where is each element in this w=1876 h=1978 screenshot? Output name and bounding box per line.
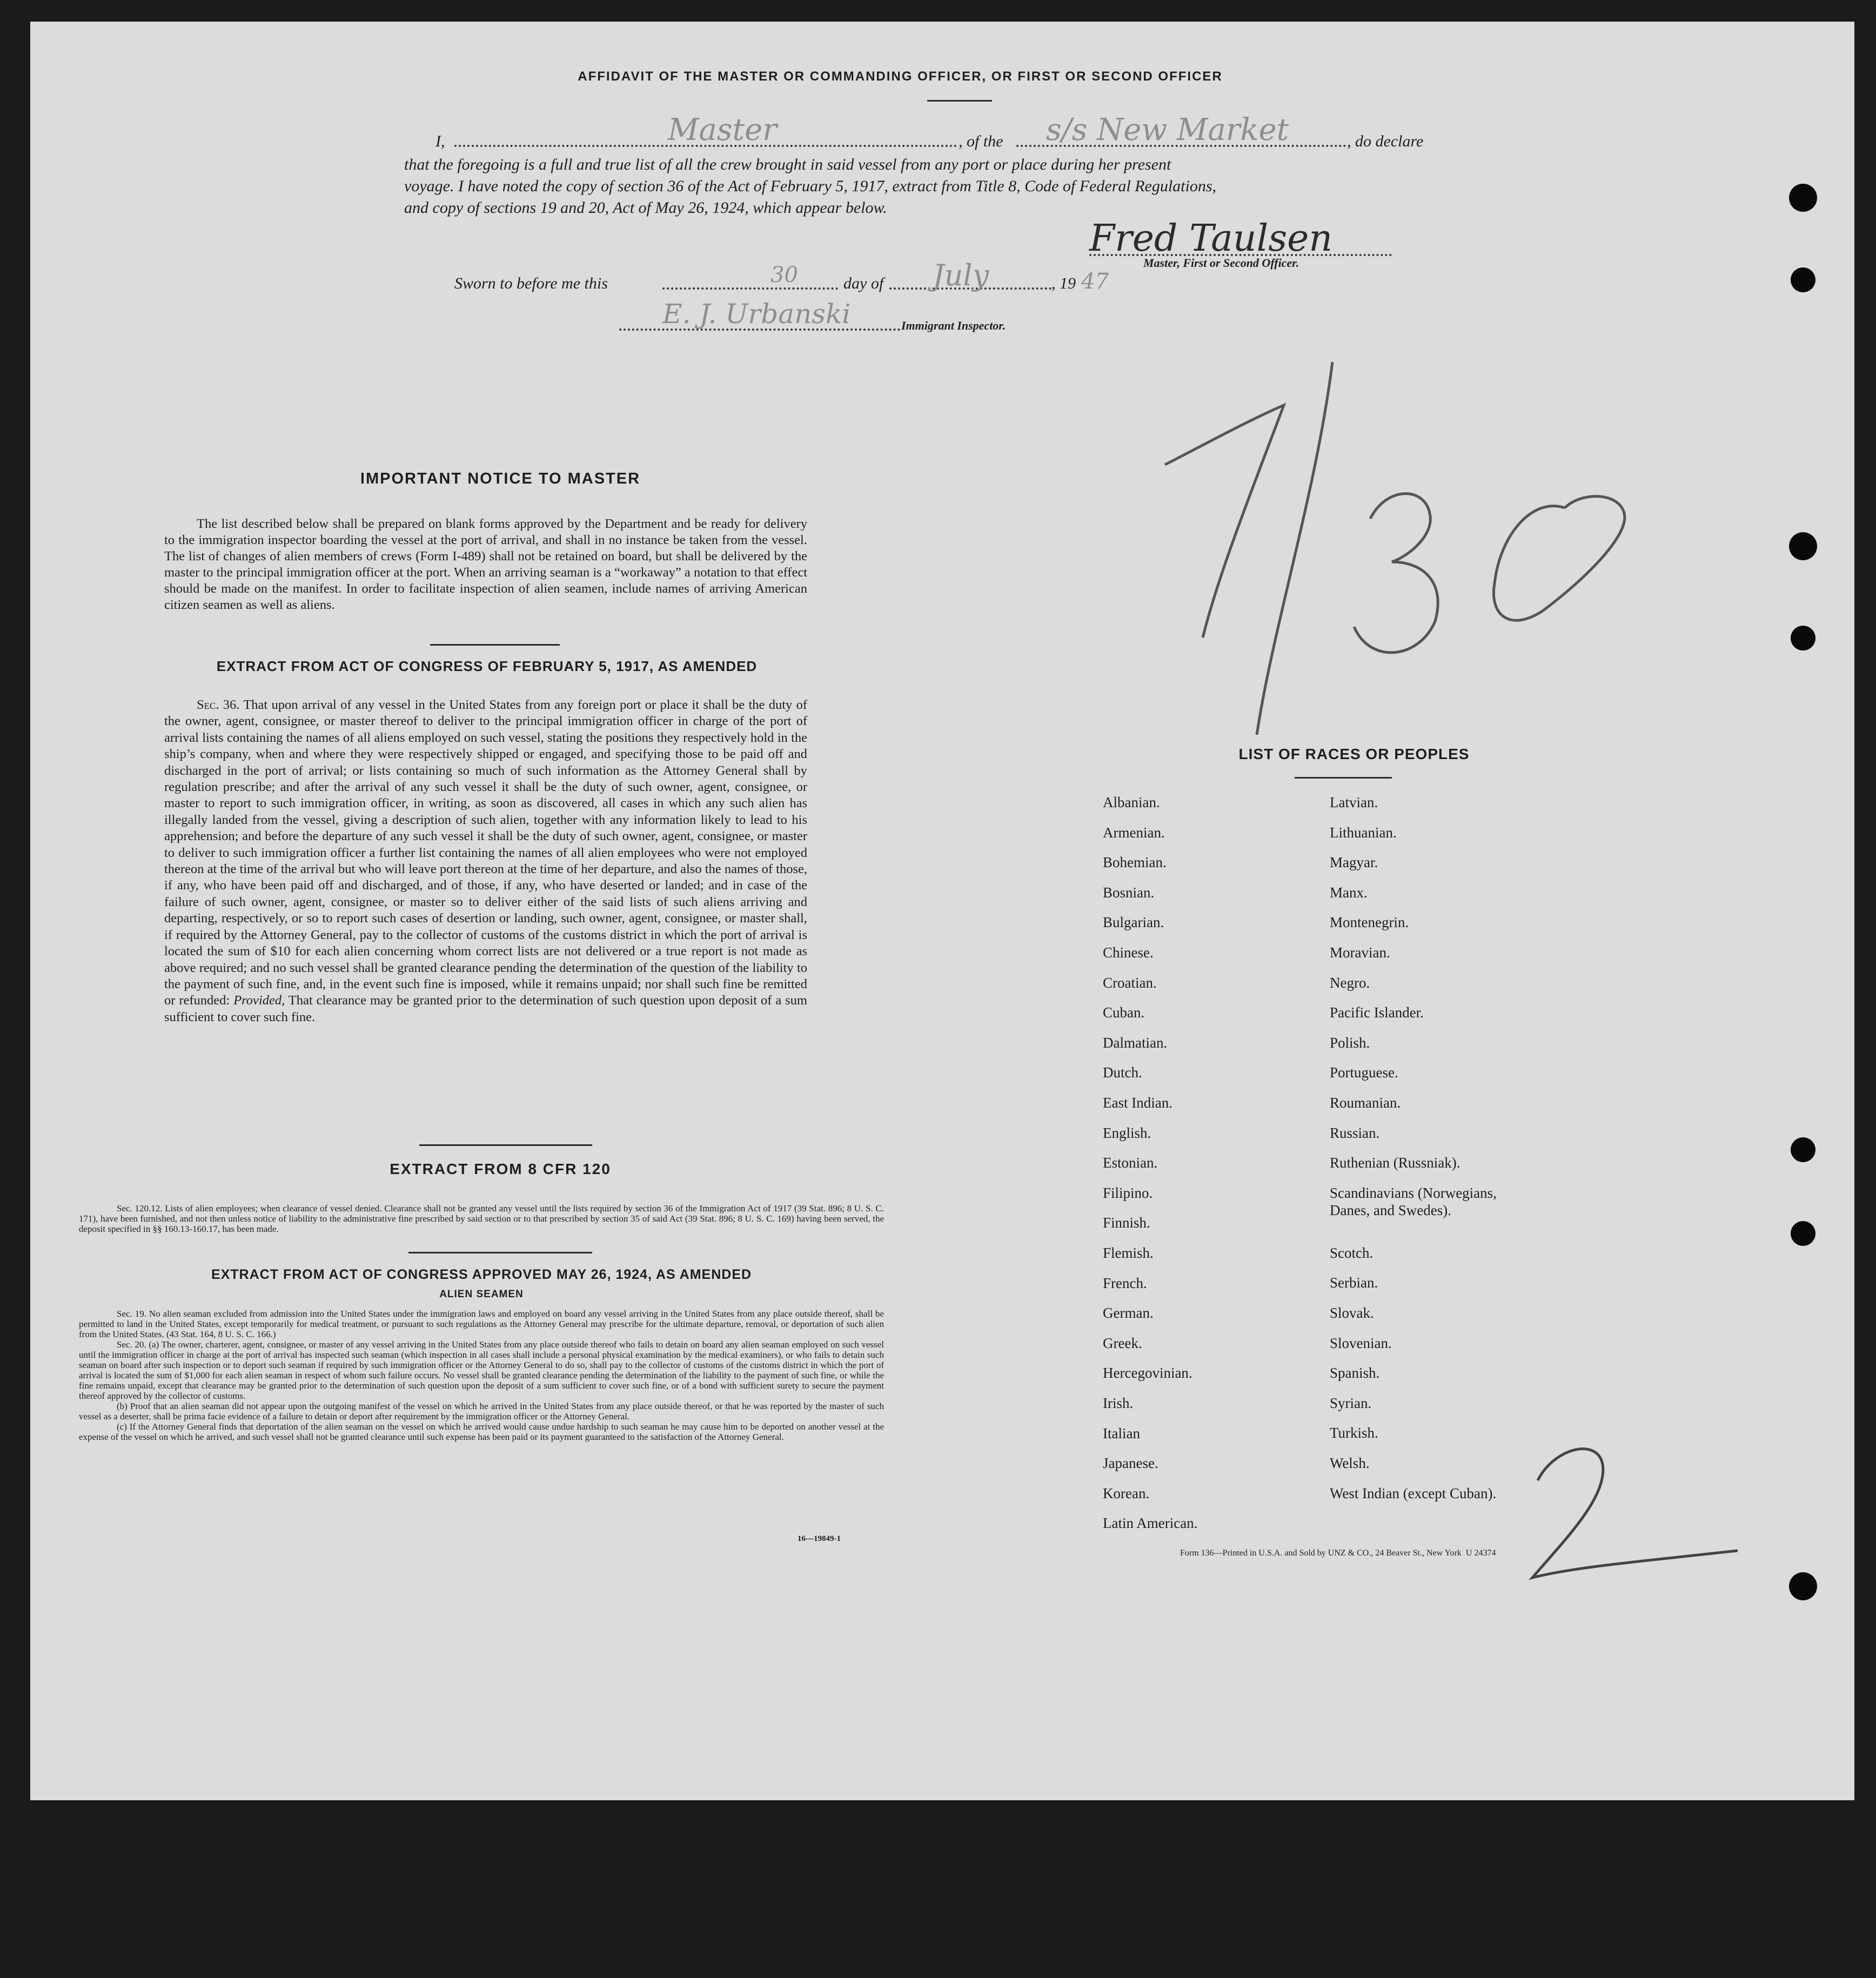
race-item: Latin American. — [1103, 1515, 1198, 1532]
race-item: Lithuanian. — [1330, 824, 1397, 841]
race-item: Moravian. — [1330, 944, 1390, 961]
do-declare-label: , do declare — [1347, 132, 1424, 150]
sec-19-text: No alien seaman excluded from admission into the United States under the immigration laws and employed on board any vessel arriving in the United States from any place outside thereof, shall be permitted to land in the United States, except temporarily for medical treatment, or pursuant to such regulations as the Attorney General may prescribe for the ultimate departure, removal, or deportation of such alien from the United States. (43 Stat. 164, 8 U. S. C. 166.) — [79, 1309, 884, 1339]
race-item: Cuban. — [1103, 1004, 1145, 1021]
day-fill-line — [662, 287, 838, 290]
numeral-2-stroke — [1532, 1449, 1738, 1578]
form-code: U 24374 — [1465, 1548, 1496, 1558]
sec-36-label: Sec. 36. — [197, 698, 240, 712]
numeral-7-stroke — [1165, 405, 1284, 638]
races-title-rule — [1295, 777, 1392, 779]
extract-1924-body — [79, 1309, 884, 1442]
race-item: French. — [1103, 1275, 1147, 1291]
form-line — [1180, 1548, 1496, 1558]
inspector-line — [619, 328, 900, 331]
cfr-body — [79, 1203, 884, 1234]
notice-rule — [430, 644, 560, 646]
sec-19-label: Sec. 19. — [117, 1309, 146, 1319]
master-signature: Fred Taulsen — [1089, 217, 1333, 260]
race-item: Manx. — [1330, 884, 1368, 901]
race-item: Dutch. — [1103, 1064, 1142, 1081]
cfr-title: EXTRACT FROM 8 CFR 120 — [390, 1161, 611, 1177]
handwritten-date — [1154, 357, 1694, 735]
race-item: Hercegovinian. — [1103, 1365, 1192, 1382]
document-page — [30, 22, 1854, 1800]
provided-word: Provided, — [233, 993, 285, 1008]
race-item: Croatian. — [1103, 974, 1157, 991]
affidavit-title-rule — [927, 100, 992, 102]
form-line-text: Form 136—Printed in U.S.A. and Sold by UNZ & CO., 24 Beaver St., New York — [1180, 1548, 1462, 1558]
race-item: Portuguese. — [1330, 1064, 1398, 1081]
binder-hole — [1789, 532, 1817, 560]
slash-stroke — [1257, 362, 1332, 735]
race-item: Bohemian. — [1103, 854, 1167, 871]
race-item: Roumanian. — [1330, 1095, 1401, 1111]
race-item: Turkish. — [1330, 1425, 1378, 1441]
race-item: Syrian. — [1330, 1394, 1372, 1411]
race-item: Irish. — [1103, 1395, 1134, 1411]
day-of-label: day of — [843, 274, 884, 292]
sec-20b-paragraph: (b) Proof that an alien seaman did not appear upon the outgoing manifest of the vessel on which he arrived in the United States from any place outside thereof, or that he was reported by the master of such vessel as a deserter, shall be prima facie evidence of a failure to detain or deport after requirement by the immigration officer or the Attorney General. — [79, 1401, 884, 1422]
race-item: Dalmatian. — [1103, 1034, 1168, 1051]
handwritten-date-strokes — [1154, 357, 1694, 735]
master-caption: Master, First or Second Officer. — [1143, 256, 1299, 270]
race-item: Latvian. — [1330, 794, 1378, 810]
vessel-handwriting: s/s New Market — [1046, 112, 1289, 147]
binder-hole — [1791, 1137, 1815, 1162]
sec-20a-paragraph — [79, 1339, 884, 1401]
inspector-signature: E. J. Urbanski — [662, 298, 851, 330]
race-item: Pacific Islander. — [1330, 1004, 1424, 1021]
inspector-caption: Immigrant Inspector. — [901, 319, 1006, 332]
race-item: Korean. — [1103, 1485, 1150, 1501]
declaration-line-4: and copy of sections 19 and 20, Act of May 26, 1924, which appear below. — [404, 199, 887, 217]
cfr-sec-label: Sec. 120.12. — [117, 1203, 163, 1213]
race-item: German. — [1103, 1305, 1154, 1322]
race-item: Slovenian. — [1330, 1335, 1392, 1351]
binder-hole — [1791, 267, 1815, 292]
race-item: Bulgarian. — [1103, 914, 1164, 931]
sec-36-end: That clearance may be granted prior to the determination of such question upon deposit of a sum sufficient to cover such fine. — [164, 993, 807, 1024]
month-handwriting: July — [933, 258, 989, 292]
race-item: Flemish. — [1103, 1245, 1154, 1261]
race-item: East Indian. — [1103, 1095, 1172, 1111]
race-item: Albanian. — [1103, 794, 1160, 810]
numeral-0-stroke — [1493, 497, 1624, 621]
sec-36-text: That upon arrival of any vessel in the United States from any foreign port or place it shall be the duty of the owner, agent, consignee, or master thereof to deliver to the principal immigration officer in charge of the port of arrival lists containing the names of all aliens employed on such vessel, stating the positions they respectively hold in the ship’s company, when and where they were respectively shipped or engaged, and specifying those to be paid off and discharged in the port of arrival; or lists containing so much of such information as the Attorney General shall by regulation prescribe; and after the arrival of any such vessel it shall be the duty of such owner, agent, consignee, or master to report to such immigration officer, in writing, as soon as discovered, all cases in which any such alien has illegally landed from the vessel, giving a description of such alien, together with any information likely to lead to his apprehension; and before the departure of any such vessel it shall be the duty of such owner, agent, consignee, or master to deliver to such immigration officer a further list containing the names of all alien employees who were not employed thereon at the time of the arrival but who will leave port thereon at the time of her departure, and also the names of those, if any, who have been paid off and discharged, and of those, if any, who have deserted or landed; and in case of the failure of such owner, agent, consignee, or master so to deliver either of the said lists of such aliens arriving and departing, respectively, or so to report such cases of desertion or landing, such owner, agent, consignee, or master shall, if required by the Attorney General, pay to the collector of customs of the customs district in which the port of arrival is located the sum of $10 for each alien concerning whom correct lists are not delivered or a true report is not made as above required; and no such vessel shall be granted clearance pending the determination of the question of the liability to the payment of such fine, and, in the event such fine is imposed, while it remains unpaid; nor shall such fine be remitted or refunded: — [164, 698, 808, 1008]
of-the-label: , of the — [959, 132, 1003, 150]
extract-1917-rule — [419, 1144, 592, 1146]
print-code: 16—19849-1 — [798, 1534, 841, 1543]
race-item: Armenian. — [1103, 824, 1165, 841]
cfr-rule — [408, 1252, 592, 1253]
race-item: Serbian. — [1330, 1275, 1378, 1291]
page-number-strokes — [1522, 1437, 1748, 1599]
race-item: Filipino. — [1103, 1184, 1153, 1201]
race-item: Scotch. — [1330, 1244, 1374, 1261]
race-item: English. — [1103, 1124, 1151, 1141]
race-item: Slovak. — [1330, 1305, 1374, 1321]
year-handwriting: 47 — [1081, 269, 1109, 294]
sworn-label: Sworn to before me this — [454, 274, 608, 292]
race-item: Polish. — [1330, 1034, 1370, 1051]
race-item: Welsh. — [1330, 1455, 1370, 1471]
race-item: Chinese. — [1103, 944, 1154, 961]
numeral-3-stroke — [1354, 494, 1438, 653]
declaration-line-2: that the foregoing is a full and true list of all the crew brought in said vessel from any port or place during her present — [404, 156, 1171, 173]
notice-body: The list described below shall be prepared on blank forms approved by the Department and be ready for delivery to the immigration inspector boarding the vessel at the port of arrival, and shall in no instance be taken from the vessel. The list of changes of alien members of crews (Form I-489) shall not be retained on board, but shall be delivered by the master to the principal immigration officer at the port. When an arriving seaman is a “workaway” a notation to that effect should be made on the manifest. In order to facilitate inspection of alien seamen, include names of arriving American citizen seamen as well as aliens. — [164, 517, 807, 612]
race-item: Negro. — [1330, 974, 1370, 991]
race-item: Estonian. — [1103, 1155, 1158, 1171]
race-item: Montenegrin. — [1330, 914, 1409, 931]
day-handwriting: 30 — [770, 263, 798, 287]
binder-hole — [1791, 626, 1815, 651]
affidavit-title: AFFIDAVIT OF THE MASTER OR COMMANDING OFFICER, OR FIRST OR SECOND OFFICER — [578, 69, 1223, 84]
race-item: Finnish. — [1103, 1215, 1150, 1231]
race-item: Greek. — [1103, 1335, 1142, 1351]
notice-title: IMPORTANT NOTICE TO MASTER — [360, 470, 641, 487]
extract-1917-body — [164, 697, 807, 1025]
sec-20-label: Sec. 20. — [117, 1339, 146, 1350]
binder-hole — [1789, 1572, 1817, 1600]
extract-1917-title: EXTRACT FROM ACT OF CONGRESS OF FEBRUARY 5, 1917, AS AMENDED — [216, 658, 758, 674]
extract-1924-title: EXTRACT FROM ACT OF CONGRESS APPROVED MAY 26, 1924, AS AMENDED — [211, 1267, 752, 1282]
races-title: LIST OF RACES OR PEOPLES — [1238, 746, 1470, 762]
race-item: Japanese. — [1103, 1455, 1158, 1472]
race-item: West Indian (except Cuban). — [1330, 1485, 1497, 1501]
races-left-column — [1103, 794, 1319, 1540]
binder-hole — [1789, 184, 1817, 212]
sec-19-paragraph — [79, 1309, 884, 1339]
races-right-column — [1330, 794, 1611, 1518]
race-item: Spanish. — [1330, 1365, 1380, 1382]
binder-hole — [1791, 1221, 1815, 1246]
master-handwriting: Master — [668, 112, 777, 147]
year-prefix: , 19 — [1051, 274, 1076, 292]
page-number-handwritten — [1522, 1437, 1748, 1599]
cfr-sec-text: Lists of alien employees; when clearance of vessel denied. Clearance shall not be granted any vessel until the lists required by section 36 of the Immigration Act of 1917 (39 Stat. 896; 8 U. S. C. 171), have been furnished, and not then unless notice of liability to the administrative fine prescribed by said section or to that prescribed by section 35 of said Act (39 Stat. 896; 8 U. S. C. 169) having been served, the deposit specified in §§ 160.13-160.17, has been made. — [79, 1203, 885, 1234]
race-item: Magyar. — [1330, 854, 1378, 871]
extract-1924-subtitle: ALIEN SEAMEN — [439, 1289, 524, 1300]
i-label: I, — [435, 132, 445, 150]
sec-20c-paragraph: (c) If the Attorney General finds that deportation of the alien seaman on the vessel on which he arrived would cause undue hardship to such seaman he may cause him to be deported on another vessel at the expense of the vessel on which he arrived, and such vessel shall not be granted clearance until such expense has been paid or its payment guaranteed to the satisfaction of the Attorney General. — [79, 1422, 884, 1442]
declaration-line-3: voyage. I have noted the copy of section 36 of the Act of February 5, 1917, extract from Title 8, Code of Federal Regulations, — [404, 177, 1217, 195]
race-item: Italian — [1103, 1425, 1140, 1441]
race-item: Bosnian. — [1103, 884, 1155, 901]
sec-20a-text: (a) The owner, charterer, agent, consignee, or master of any vessel arriving in the United States from any place outside thereof who fails to detain on board any alien seaman employed on such vessel until the immigration officer in charge at the port of arrival has inspected such seaman (which inspection in all cases shall include a personal physical examination by the medical examiners), or who fails to detain such seaman on board after such inspection or to deport such seaman if required by such immigration officer or the Attorney General to do so, shall pay to the collector of customs of the customs district in which the port of arrival is located the sum of $1,000 for each alien seaman in respect of whom such failure occurs. No vessel shall be granted clearance pending the determination of the liability to the payment of such fine, or while the fine remains unpaid, except that clearance may be granted prior to the determination of such question upon the deposit of a sum sufficient to cover such fine, or of a bond with sufficient surety to secure the payment thereof approved by the collector of customs. — [79, 1339, 884, 1401]
race-item: Russian. — [1330, 1124, 1380, 1141]
race-item: Ruthenian (Russniak). — [1330, 1155, 1460, 1171]
race-item: Danes, and Swedes). — [1330, 1202, 1451, 1218]
race-item: Scandinavians (Norwegians, — [1330, 1184, 1497, 1201]
